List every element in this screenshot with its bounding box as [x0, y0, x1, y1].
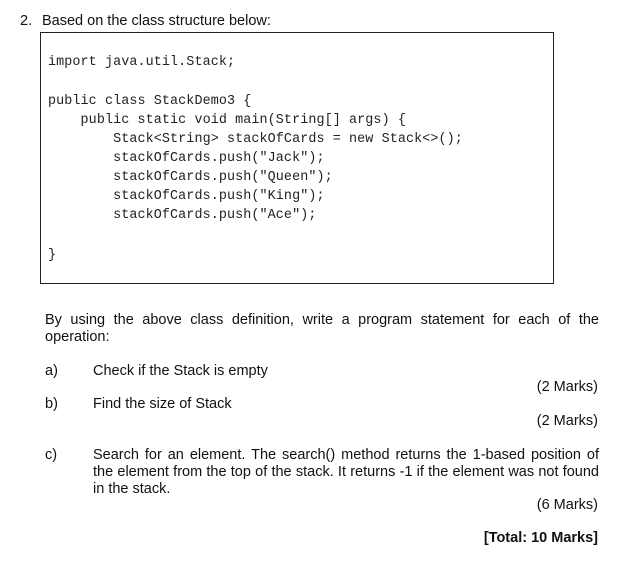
code-line-class: public class StackDemo3 { [48, 94, 252, 109]
code-line-main: public static void main(String[] args) { [48, 113, 406, 128]
item-c-text: Search for an element. The search() method returns the 1-based position of the element from the top of the stack. It returns -1 if the element was not found in the stack. [93, 447, 599, 497]
question-number: 2. [20, 13, 33, 29]
item-a-letter: a) [45, 363, 58, 379]
question-heading [20, 13, 271, 29]
code-line-stack-decl: Stack<String> stackOfCards = new Stack<>(); [48, 132, 463, 147]
item-c-marks: (6 Marks) [536, 497, 598, 513]
code-box [40, 32, 554, 284]
item-b-marks: (2 Marks) [536, 413, 598, 429]
item-c-letter: c) [45, 447, 58, 463]
total-marks: [Total: 10 Marks] [483, 530, 598, 546]
code-line-push-jack: stackOfCards.push("Jack"); [48, 151, 325, 166]
instruction-text: By using the above class definition, write a program statement for each of the operation: [45, 312, 599, 345]
item-a-marks: (2 Marks) [536, 379, 598, 395]
code-line-push-ace: stackOfCards.push("Ace"); [48, 208, 317, 223]
item-b-letter: b) [45, 396, 58, 412]
code-line-push-king: stackOfCards.push("King"); [48, 189, 325, 204]
code-line-closing-brace: } [48, 248, 57, 263]
item-a-text: Check if the Stack is empty [93, 363, 268, 379]
code-line-push-queen: stackOfCards.push("Queen"); [48, 170, 333, 185]
code-line-import: import java.util.Stack; [48, 55, 236, 70]
question-heading-text: Based on the class structure below: [42, 13, 271, 29]
item-b-text: Find the size of Stack [93, 396, 232, 412]
